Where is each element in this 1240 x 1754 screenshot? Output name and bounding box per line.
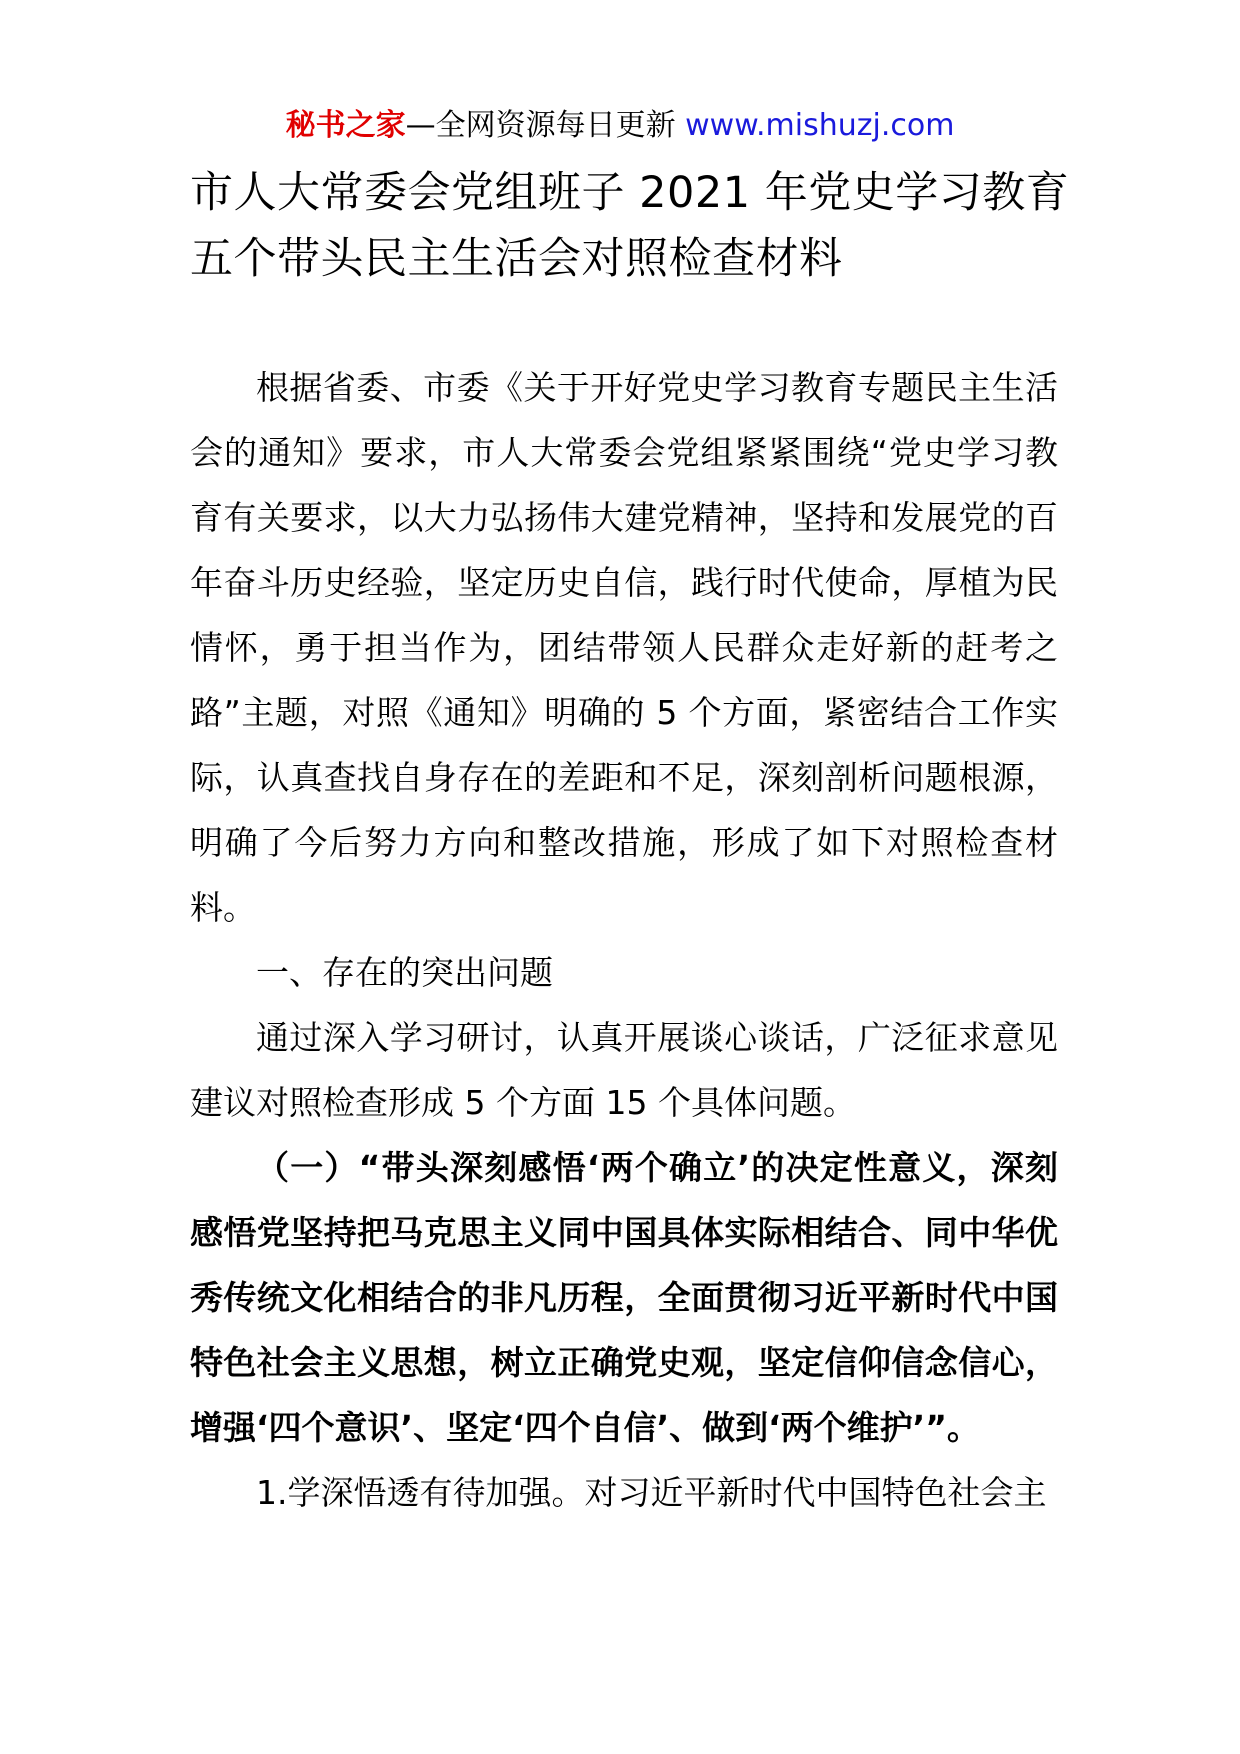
document-title: 市人大常委会党组班子 2021 年党史学习教育五个带头民主生活会对照检查材料	[190, 168, 1070, 284]
header-url-link[interactable]: www.mishuzj.com	[685, 108, 955, 143]
section-intro-paragraph: 通过深入学习研讨，认真开展谈心谈话，广泛征求意见建议对照检查形成 5 个方面 15 个具体问题。	[190, 1018, 1058, 1122]
document-body	[190, 355, 1058, 1525]
header-brand: 秘书之家	[285, 108, 406, 143]
site-header	[0, 104, 1240, 148]
intro-paragraph: 根据省委、市委《关于开好党史学习教育专题民主生活会的通知》要求，市人大常委会党组紧紧围绕“党史学习教育有关要求，以大力弘扬伟大建党精神，坚持和发展党的百年奋斗历史经验，坚定历史自信，践行时代使命，厚植为民情怀，勇于担当作为，团结带领人民群众走好新的赶考之路”主题，对照《通知》明确的 5 个方面，紧密结合工作实际，认真查找自身存在的差距和不足，深刻剖析问题根源，明确了今后努力方向和整改措施，形成了如下对照检查材料。	[190, 368, 1058, 927]
section-heading: 一、存在的突出问题	[256, 953, 553, 992]
problem-item-paragraph: 1.学深悟透有待加强。对习近平新时代中国特色社会主	[256, 1473, 1047, 1512]
subsection-heading: （一）“带头深刻感悟‘两个确立’的决定性意义，深刻感悟党坚持把马克思主义同中国具体实际相结合、同中华优秀传统文化相结合的非凡历程，全面贯彻习近平新时代中国特色社会主义思想，树立正确党史观，坚定信仰信念信心，增强‘四个意识’、坚定‘四个自信’、做到‘两个维护’”。	[190, 1148, 1058, 1447]
header-tagline: —全网资源每日更新	[405, 108, 686, 143]
